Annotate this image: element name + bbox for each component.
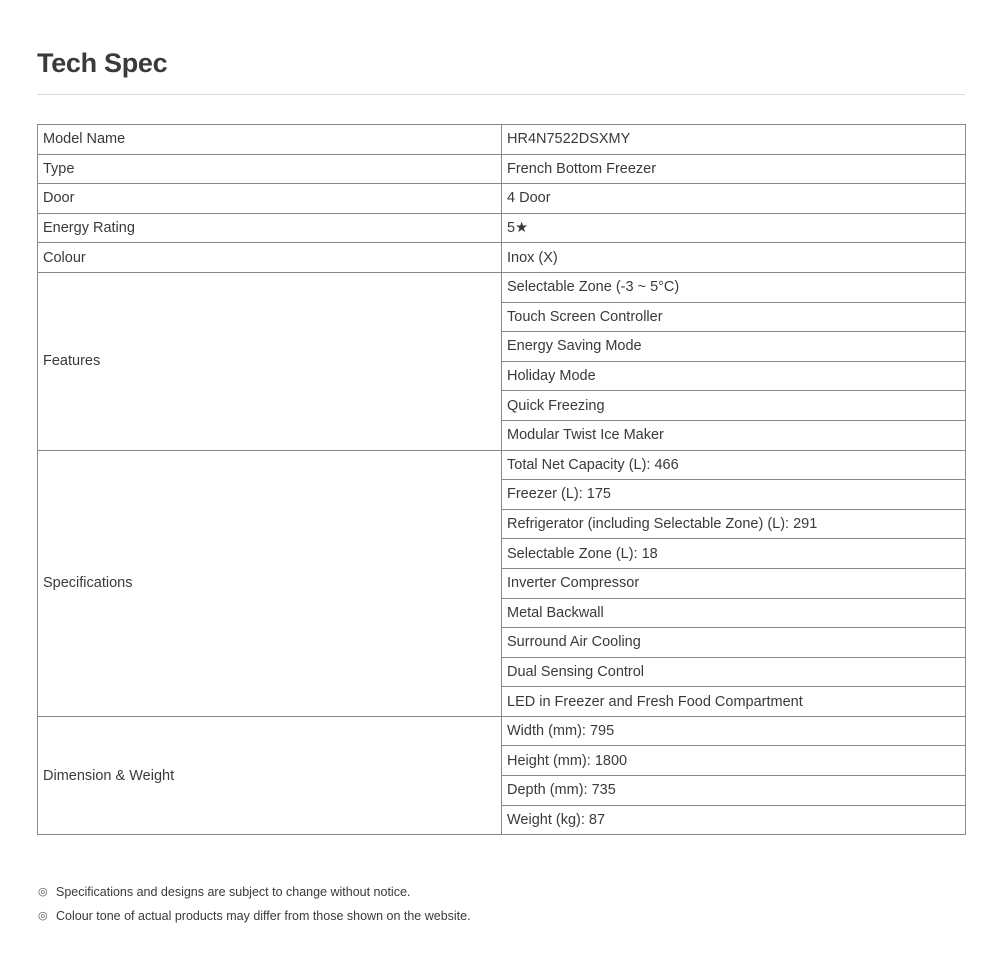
spec-table: [37, 124, 966, 835]
spec-label: Specifications: [38, 450, 502, 716]
spec-value: 4 Door: [502, 184, 966, 214]
spec-value: 5★: [502, 213, 966, 243]
table-row: [38, 450, 966, 480]
footnote-text: Specifications and designs are subject to change without notice.: [56, 885, 411, 899]
spec-label: Model Name: [38, 125, 502, 155]
table-row: [38, 716, 966, 746]
title-divider: [37, 94, 965, 95]
table-row: [38, 184, 966, 214]
spec-value: Total Net Capacity (L): 466: [502, 450, 966, 480]
spec-value: Quick Freezing: [502, 391, 966, 421]
spec-value: Energy Saving Mode: [502, 332, 966, 362]
spec-label: Door: [38, 184, 502, 214]
bullet-icon: ◎: [38, 910, 48, 922]
spec-label: Energy Rating: [38, 213, 502, 243]
spec-value: Inverter Compressor: [502, 568, 966, 598]
spec-label: Type: [38, 154, 502, 184]
table-row: [38, 213, 966, 243]
spec-label: Dimension & Weight: [38, 716, 502, 834]
spec-value: Freezer (L): 175: [502, 480, 966, 510]
spec-value: Selectable Zone (-3 ~ 5°C): [502, 272, 966, 302]
footnote-item: [38, 904, 471, 928]
footnote-item: [38, 880, 471, 904]
spec-value: HR4N7522DSXMY: [502, 125, 966, 155]
spec-value: Inox (X): [502, 243, 966, 273]
footnote-text: Colour tone of actual products may differ from those shown on the website.: [56, 909, 471, 923]
spec-value: Width (mm): 795: [502, 716, 966, 746]
table-row: [38, 243, 966, 273]
spec-value: Selectable Zone (L): 18: [502, 539, 966, 569]
spec-value: Refrigerator (including Selectable Zone) (L): 291: [502, 509, 966, 539]
spec-value: Height (mm): 1800: [502, 746, 966, 776]
spec-value: Holiday Mode: [502, 361, 966, 391]
spec-value: French Bottom Freezer: [502, 154, 966, 184]
spec-value: Weight (kg): 87: [502, 805, 966, 835]
spec-value: Touch Screen Controller: [502, 302, 966, 332]
page-title: Tech Spec: [37, 48, 168, 78]
table-row: [38, 125, 966, 155]
spec-value: Metal Backwall: [502, 598, 966, 628]
spec-value: Depth (mm): 735: [502, 776, 966, 806]
spec-label: Colour: [38, 243, 502, 273]
bullet-icon: ◎: [38, 886, 48, 898]
spec-label: Features: [38, 272, 502, 450]
table-row: [38, 272, 966, 302]
spec-value: Dual Sensing Control: [502, 657, 966, 687]
spec-value: Surround Air Cooling: [502, 628, 966, 658]
spec-table-body: [38, 125, 966, 835]
spec-value: Modular Twist Ice Maker: [502, 420, 966, 450]
table-row: [38, 154, 966, 184]
spec-value: LED in Freezer and Fresh Food Compartment: [502, 687, 966, 717]
footnotes: [38, 880, 471, 928]
